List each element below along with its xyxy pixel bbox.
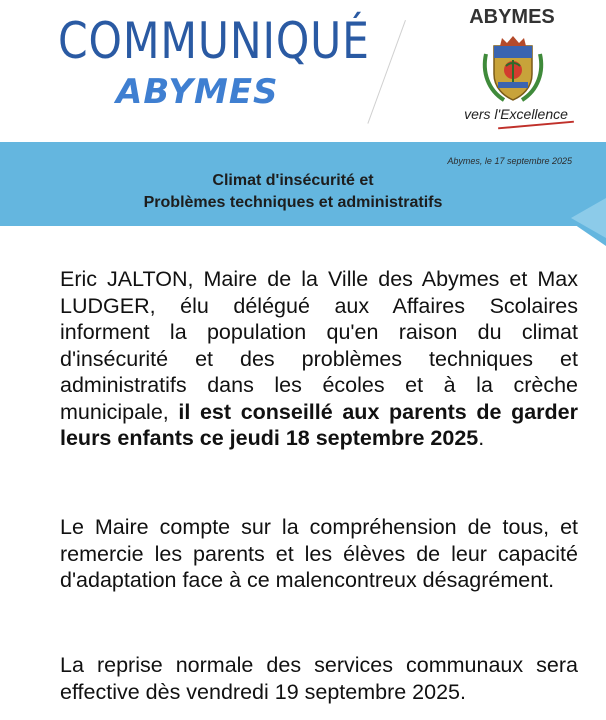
announcement-advice: il est conseillé aux parents de garder leurs enfants ce jeudi 18 septembre 2025 xyxy=(60,399,578,450)
paragraph-resumption: La reprise normale des services communaux sera effective dès vendredi 19 septembre 2025. xyxy=(60,653,578,704)
banner-title-line1: Climat d'insécurité et xyxy=(212,172,374,189)
banner-title-line2: Problèmes techniques et administratifs xyxy=(143,194,443,211)
paragraph-announcement xyxy=(60,266,578,452)
banner-title xyxy=(0,170,586,214)
header xyxy=(0,0,606,142)
paragraph-thanks: Le Maire compte sur la compréhension de tous, et remercie les parents et les élèves de leur capacité d'adaptation face à ce malencontreux désagrément. xyxy=(60,515,578,592)
date-line: Abymes, le 17 septembre 2025 xyxy=(447,156,572,166)
city-name: ABYMES xyxy=(469,6,555,28)
coat-of-arms-icon xyxy=(478,34,548,106)
communique-title: COMMUNIQUÉ xyxy=(58,12,370,70)
title-banner xyxy=(0,142,606,226)
motto: vers l'Excellence xyxy=(464,106,568,122)
header-divider xyxy=(367,20,406,124)
communique-subtitle: ABYMES xyxy=(116,72,279,112)
announcement-end: . xyxy=(478,426,485,450)
announcement-text: Eric JALTON, Maire de la Ville des Abymes et Max LUDGER, élu délégué aux Affaires Scolaires informent la population qu'en raison du climat d'insécurité et des problèmes techniques et administratifs dans les écoles et à la crèche municipale, xyxy=(60,267,578,424)
banner-arrow-icon xyxy=(565,190,606,246)
